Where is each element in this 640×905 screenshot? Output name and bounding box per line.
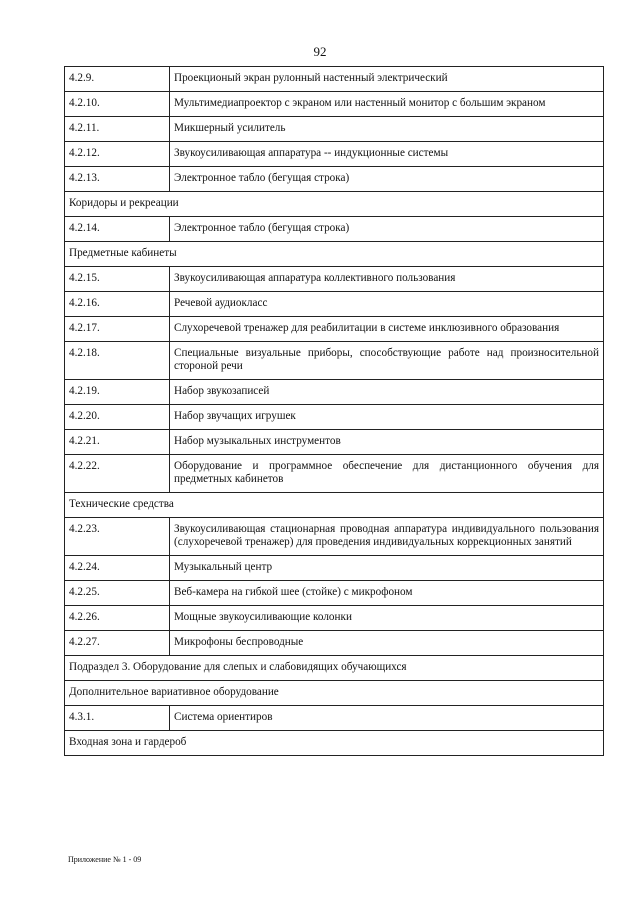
- table-row: [65, 142, 604, 167]
- item-description: Веб-камера на гибкой шее (стойке) с микрофоном: [170, 581, 604, 606]
- section-heading: Предметные кабинеты: [65, 242, 604, 267]
- item-description: Микшерный усилитель: [170, 117, 604, 142]
- table-row: [65, 342, 604, 380]
- item-description: Микрофоны беспроводные: [170, 631, 604, 656]
- page-footer: Приложение № 1 - 09: [68, 855, 142, 864]
- section-row: [65, 681, 604, 706]
- section-heading: Входная зона и гардероб: [65, 731, 604, 756]
- item-description: Система ориентиров: [170, 706, 604, 731]
- item-number: 4.2.16.: [65, 292, 170, 317]
- table-row: [65, 267, 604, 292]
- item-number: 4.2.22.: [65, 455, 170, 493]
- item-description: Оборудование и программное обеспечение для дистанционного обучения для предметных кабинетов: [170, 455, 604, 493]
- item-description: Звукоусиливающая аппаратура -- индукционные системы: [170, 142, 604, 167]
- item-number: 4.2.23.: [65, 518, 170, 556]
- section-heading: Технические средства: [65, 493, 604, 518]
- item-number: 4.2.18.: [65, 342, 170, 380]
- item-number: 4.2.15.: [65, 267, 170, 292]
- item-number: 4.2.9.: [65, 67, 170, 92]
- table-row: [65, 117, 604, 142]
- item-number: 4.2.21.: [65, 430, 170, 455]
- section-heading: Дополнительное вариативное оборудование: [65, 681, 604, 706]
- section-row: [65, 242, 604, 267]
- item-description: Звукоусиливающая аппаратура коллективного пользования: [170, 267, 604, 292]
- table-row: [65, 581, 604, 606]
- table-row: [65, 167, 604, 192]
- item-number: 4.2.25.: [65, 581, 170, 606]
- section-row: [65, 192, 604, 217]
- item-description: Музыкальный центр: [170, 556, 604, 581]
- item-description: Электронное табло (бегущая строка): [170, 167, 604, 192]
- table-row: [65, 706, 604, 731]
- page-number: 92: [313, 44, 327, 59]
- item-number: 4.2.20.: [65, 405, 170, 430]
- section-row: [65, 493, 604, 518]
- item-number: 4.2.26.: [65, 606, 170, 631]
- table-row: [65, 380, 604, 405]
- item-number: 4.2.19.: [65, 380, 170, 405]
- item-description: Проекционый экран рулонный настенный электрический: [170, 67, 604, 92]
- item-number: 4.2.12.: [65, 142, 170, 167]
- table-row: [65, 92, 604, 117]
- section-heading: Коридоры и рекреации: [65, 192, 604, 217]
- table-body: [65, 67, 604, 756]
- table-row: [65, 67, 604, 92]
- table-row: [65, 317, 604, 342]
- table-row: [65, 217, 604, 242]
- table-row: [65, 430, 604, 455]
- item-description: Набор музыкальных инструментов: [170, 430, 604, 455]
- table-row: [65, 455, 604, 493]
- item-number: 4.2.27.: [65, 631, 170, 656]
- item-description: Речевой аудиокласс: [170, 292, 604, 317]
- item-description: Набор звукозаписей: [170, 380, 604, 405]
- item-description: Слухоречевой тренажер для реабилитации в системе инклюзивного образования: [170, 317, 604, 342]
- section-row: [65, 731, 604, 756]
- item-description: Специальные визуальные приборы, способствующие работе над произносительной стороной речи: [170, 342, 604, 380]
- item-description: Мощные звукоусиливающие колонки: [170, 606, 604, 631]
- item-description: Электронное табло (бегущая строка): [170, 217, 604, 242]
- item-number: 4.2.14.: [65, 217, 170, 242]
- equipment-table: [64, 66, 604, 756]
- item-description: Звукоусиливающая стационарная проводная аппаратура индивидуального пользования (слухоречевой тренажер) для проведения индивидуальных коррекционных занятий: [170, 518, 604, 556]
- item-number: 4.2.11.: [65, 117, 170, 142]
- table-row: [65, 518, 604, 556]
- item-description: Мультимедиапроектор с экраном или настенный монитор с большим экраном: [170, 92, 604, 117]
- item-number: 4.2.24.: [65, 556, 170, 581]
- section-heading: Подраздел 3. Оборудование для слепых и слабовидящих обучающихся: [65, 656, 604, 681]
- item-number: 4.2.10.: [65, 92, 170, 117]
- table-row: [65, 292, 604, 317]
- item-number: 4.3.1.: [65, 706, 170, 731]
- item-description: Набор звучащих игрушек: [170, 405, 604, 430]
- table-row: [65, 631, 604, 656]
- section-row: [65, 656, 604, 681]
- table-row: [65, 405, 604, 430]
- item-number: 4.2.13.: [65, 167, 170, 192]
- item-number: 4.2.17.: [65, 317, 170, 342]
- table-row: [65, 556, 604, 581]
- table-row: [65, 606, 604, 631]
